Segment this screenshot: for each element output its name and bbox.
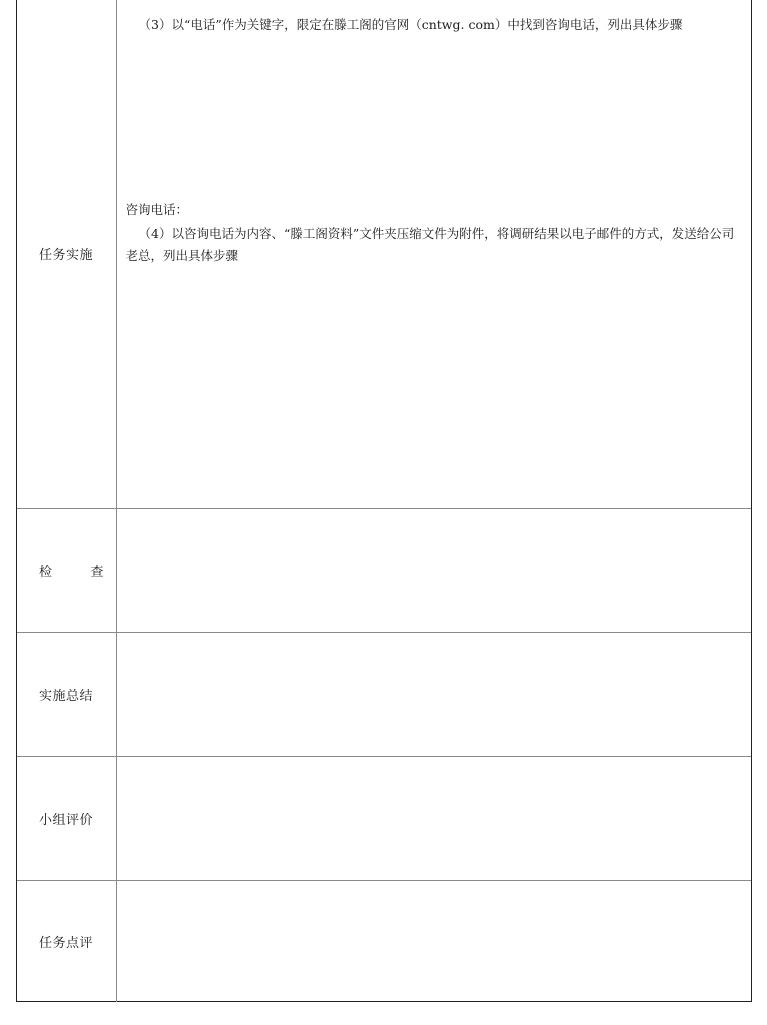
task-form-table xyxy=(17,0,751,1002)
task-review-label: 任务点评 xyxy=(39,935,94,951)
group-eval-label: 小组评价 xyxy=(39,812,94,828)
check-label-part-2: 查 xyxy=(90,564,105,580)
check-content-cell[interactable] xyxy=(116,508,751,632)
implementation-content-cell xyxy=(116,0,751,508)
implementation-row xyxy=(17,0,751,508)
summary-label-cell xyxy=(17,632,116,756)
task-form-sheet xyxy=(16,0,752,1002)
check-label-part-1: 检 xyxy=(39,564,53,580)
summary-content-cell[interactable] xyxy=(116,632,751,756)
group-eval-label-cell xyxy=(17,756,116,880)
implementation-label-cell xyxy=(17,0,116,508)
check-row xyxy=(17,508,751,632)
group-eval-content-cell[interactable] xyxy=(116,756,751,880)
check-label-cell xyxy=(17,508,116,632)
summary-row xyxy=(17,632,751,756)
consult-phone-label: 咨询电话： xyxy=(125,202,189,217)
task-review-content-cell[interactable] xyxy=(116,880,751,1002)
task-review-row xyxy=(17,880,751,1002)
group-eval-row xyxy=(17,756,751,880)
summary-label: 实施总结 xyxy=(39,688,94,704)
implementation-label: 任务实施 xyxy=(39,248,94,264)
step-3-instruction: （3）以“电话”作为关键字，限定在滕工阁的官网（cntwg. com）中找到咨询电话，列出具体步骤 xyxy=(138,17,683,32)
task-review-label-cell xyxy=(17,880,116,1002)
step-4-instruction: （4）以咨询电话为内容、“滕工阁资料”文件夹压缩文件为附件，将调研结果以电子邮件的方式，发送给公司老总，列出具体步骤 xyxy=(125,226,735,263)
